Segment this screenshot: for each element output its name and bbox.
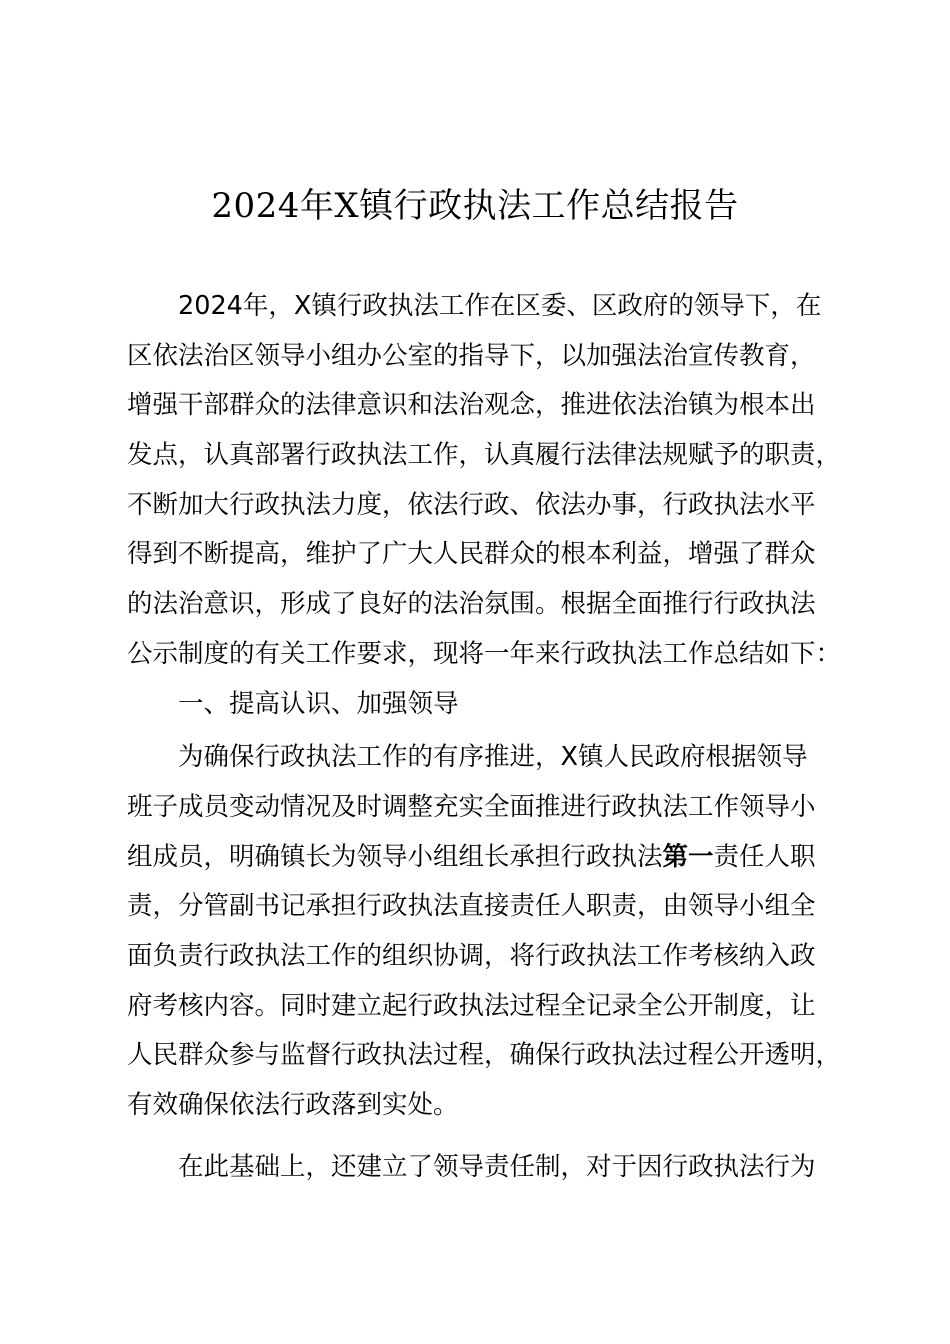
paragraph-line: 班子成员变动情况及时调整充实全面推进行政执法工作领导小 — [127, 791, 816, 822]
intro-line: 得到不断提高，维护了广大人民群众的根本利益，增强了群众 — [127, 539, 816, 570]
intro-line: 的法治意识，形成了良好的法治氛围。根据全面推行行政执法 — [127, 589, 816, 620]
paragraph-line: 有效确保依法行政落到实处。 — [127, 1090, 459, 1120]
intro-line: 区依法治区领导小组办公室的指导下，以加强法治宣传教育， — [127, 340, 816, 371]
paragraph-line: 府考核内容。同时建立起行政执法过程全记录全公开制度，让 — [127, 990, 816, 1021]
document-body — [127, 282, 857, 1192]
paragraph-line — [127, 833, 857, 883]
paragraph-line: 责，分管副书记承担行政执法直接责任人职责，由领导小组全 — [127, 891, 816, 922]
paragraph-line: 人民群众参与监督行政执法过程，确保行政执法过程公开透明， — [127, 1040, 842, 1071]
intro-line: 公示制度的有关工作要求，现将一年来行政执法工作总结如下： — [127, 638, 842, 669]
document-title: 2024年X镇行政执法工作总结报告 — [211, 186, 739, 226]
intro-line: 发点，认真部署行政执法工作，认真履行法律法规赋予的职责， — [127, 440, 842, 471]
text-run: 组成员，明确镇长为领导小组组长承担行政执法 — [127, 841, 663, 872]
intro-line: 不断加大行政执法力度，依法行政、依法办事，行政执法水平 — [127, 489, 816, 520]
intro-line: 2024年，X镇行政执法工作在区委、区政府的领导下，在 — [178, 291, 822, 321]
section-heading: 一、提高认识、加强领导 — [178, 688, 459, 719]
paragraph-line: 在此基础上，还建立了领导责任制，对于因行政执法行为 — [178, 1151, 816, 1182]
text-run: 责任人职 — [713, 841, 816, 872]
paragraph-line: 为确保行政执法工作的有序推进，X镇人民政府根据领导 — [178, 742, 808, 773]
paragraph-line: 面负责行政执法工作的组织协调，将行政执法工作考核纳入政 — [127, 940, 816, 971]
intro-line: 增强干部群众的法律意识和法治观念，推进依法治镇为根本出 — [127, 390, 816, 421]
bold-text-run: 第一 — [662, 841, 714, 872]
